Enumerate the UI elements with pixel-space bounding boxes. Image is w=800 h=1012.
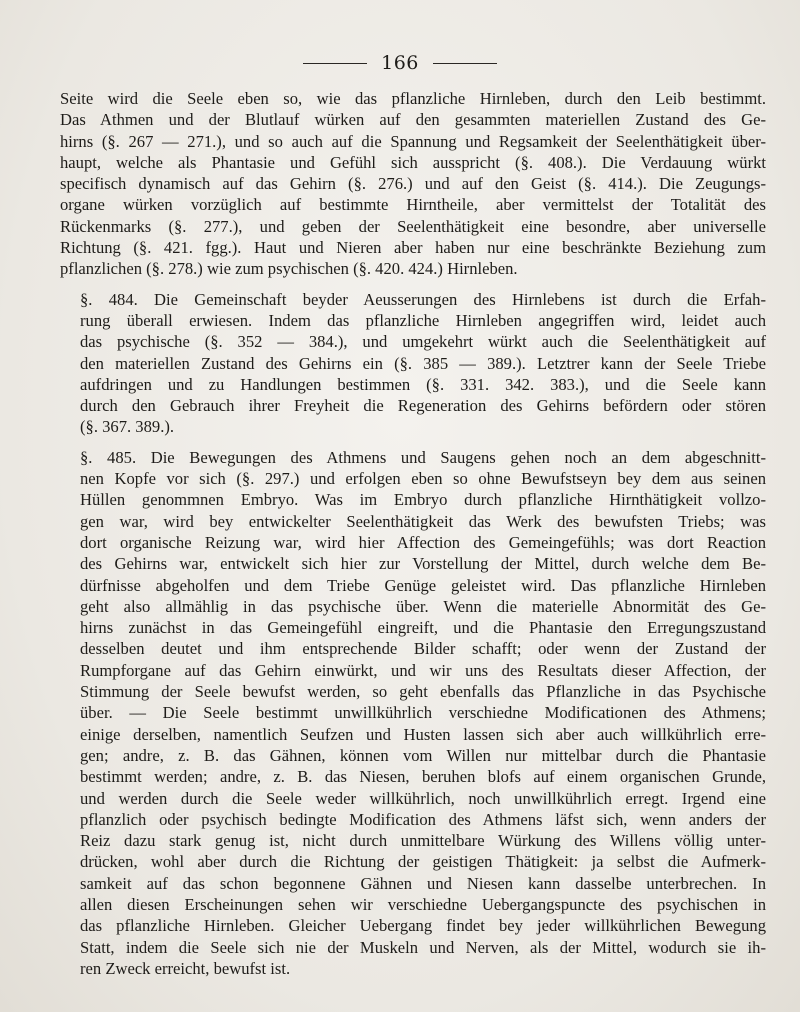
page-number: 166 bbox=[381, 52, 419, 74]
text-line: specifisch dynamisch auf das Gehirn (§. 276.) und auf den Geist (§. 414.). Die Zeugungs- bbox=[60, 174, 766, 194]
text-line: Reiz dazu stark genug ist, nicht durch unmittelbare Würkung des Willens völlig unter- bbox=[80, 831, 766, 851]
text-line: desselben deutet und ihm entsprechende Bilder schafft; oder wenn der Zustand der bbox=[80, 639, 766, 659]
paragraph-2 bbox=[60, 289, 766, 438]
text-line: drücken, wohl aber durch die Richtung der geistigen Thätigkeit: ja selbst die Aufmerk- bbox=[80, 852, 766, 872]
text-line: Hüllen genommnen Embryo. Was im Embryo durch pflanzliche Hirnthätigkeit vollzo- bbox=[80, 490, 766, 510]
text-line: Richtung (§. 421. fgg.). Haut und Nieren aber haben nur eine beschränkte Beziehung zum bbox=[60, 238, 766, 258]
text-line: bestimmt werden; andre, z. B. das Niesen, beruhen blofs auf einem organischen Grunde, bbox=[80, 767, 766, 787]
text-line: (§. 367. 389.). bbox=[80, 417, 175, 437]
text-line: des Gehirns war, entwickelt sich hier zur Vorstellung der Mittel, durch welche dem Be- bbox=[80, 554, 766, 574]
text-line: rung überall erwiesen. Indem das pflanzliche Hirnleben angegriffen wird, leidet auch bbox=[80, 310, 766, 330]
text-line: und werden durch die Seele weder willkührlich, noch unwillkührlich erregt. Irgend eine bbox=[80, 788, 766, 808]
text-line: pflanzlich oder psychisch bedingte Modification des Athmens läfst sich, wenn anders der bbox=[80, 809, 766, 829]
text-line: haupt, welche als Phantasie und Gefühl sich ausspricht (§. 408.). Die Verdauung würkt bbox=[60, 152, 766, 172]
text-line: das pflanzliche Hirnleben. Gleicher Uebergang findet bey jeder willkührlichen Bewegung bbox=[80, 916, 766, 936]
text-line: durch den Gebrauch ihrer Freyheit die Regeneration des Gehirns befördern oder stören bbox=[80, 396, 766, 416]
header-rule-left bbox=[303, 63, 367, 64]
text-line: nen Kopfe vor sich (§. 297.) und erfolgen eben so ohne Bewufstseyn bey dem aus seinen bbox=[80, 469, 766, 489]
text-line: das psychische (§. 352 — 384.), und umgekehrt würkt auch die Seelenthätigkeit auf bbox=[80, 332, 766, 352]
text-line: §. 485. Die Bewegungen des Athmens und Saugens gehen noch an dem abgeschnitt- bbox=[80, 447, 766, 467]
text-line: hirns zunächst in das Gemeingefühl eingreift, und die Phantasie den Erregungszustand bbox=[80, 618, 766, 638]
text-line: dürfnisse abgeholfen und dem Triebe Genüge geleistet wird. Das pflanzliche Hirnleben bbox=[80, 575, 766, 595]
text-line: Statt, indem die Seele sich nie der Muskeln und Nerven, als der Mittel, wodurch sie ih- bbox=[80, 937, 766, 957]
text-line: organe würken vorzüglich auf bestimmte Hirntheile, aber vermittelst der Totalität des bbox=[60, 195, 766, 215]
text-line: gen war, wird bey entwickelter Seelenthätigkeit das Werk des bewufsten Triebs; was bbox=[80, 511, 766, 531]
text-line: Rückenmarks (§. 277.), und geben der Seelenthätigkeit eine besondre, aber universelle bbox=[60, 216, 766, 236]
text-line: Das Athmen und der Blutlauf würken auf den gesammten materiellen Zustand des Ge- bbox=[60, 110, 766, 130]
text-line: samkeit auf das schon begonnene Gähnen und Niesen kann dasselbe unterbrechen. In bbox=[80, 873, 766, 893]
paragraph-3 bbox=[60, 447, 766, 979]
text-line: über. — Die Seele bestimmt unwillkührlich verschiedne Modificationen des Athmens; bbox=[80, 703, 766, 723]
text-line: dort organische Reizung war, wird hier Affection des Gemeingefühls; was dort Reaction bbox=[80, 532, 766, 552]
text-line: Stimmung der Seele bewufst werden, so geht ebenfalls das Pflanzliche in das Psychische bbox=[80, 682, 766, 702]
page-body-text bbox=[60, 88, 766, 979]
text-line: geht also allmählig in das psychische über. Wenn die materielle Abnormität des Ge- bbox=[80, 596, 766, 616]
text-line: allen diesen Erscheinungen sehen wir verschiedne Uebergangspuncte des psychischen in bbox=[80, 894, 766, 914]
text-line: einige derselben, namentlich Seufzen und Husten lassen sich aber auch willkührlich erre- bbox=[80, 724, 766, 744]
text-line: Rumpforgane auf das Gehirn einwürkt, und wir uns des Resultats dieser Affection, der bbox=[80, 660, 766, 680]
page-header bbox=[0, 48, 800, 78]
text-line: aufdringen und zu Handlungen bestimmen (§. 331. 342. 383.), und die Seele kann bbox=[80, 374, 766, 394]
text-line: ren Zweck erreicht, bewufst ist. bbox=[80, 958, 291, 978]
paragraph-1 bbox=[60, 88, 766, 280]
header-rule-right bbox=[433, 63, 497, 64]
text-line: §. 484. Die Gemeinschaft beyder Aeusserungen des Hirnlebens ist durch die Erfah- bbox=[80, 289, 766, 309]
text-line: gen; andre, z. B. das Gähnen, können vom Willen nur mittelbar durch die Phantasie bbox=[80, 745, 766, 765]
text-line: hirns (§. 267 — 271.), und so auch auf die Spannung und Regsamkeit der Seelenthätigkeit über- bbox=[60, 131, 766, 151]
text-line: pflanzlichen (§. 278.) wie zum psychischen (§. 420. 424.) Hirnleben. bbox=[60, 259, 518, 279]
text-line: den materiellen Zustand des Gehirns ein (§. 385 — 389.). Letztrer kann der Seele Triebe bbox=[80, 353, 766, 373]
text-line: Seite wird die Seele eben so, wie das pflanzliche Hirnleben, durch den Leib bestimmt. bbox=[60, 89, 766, 108]
